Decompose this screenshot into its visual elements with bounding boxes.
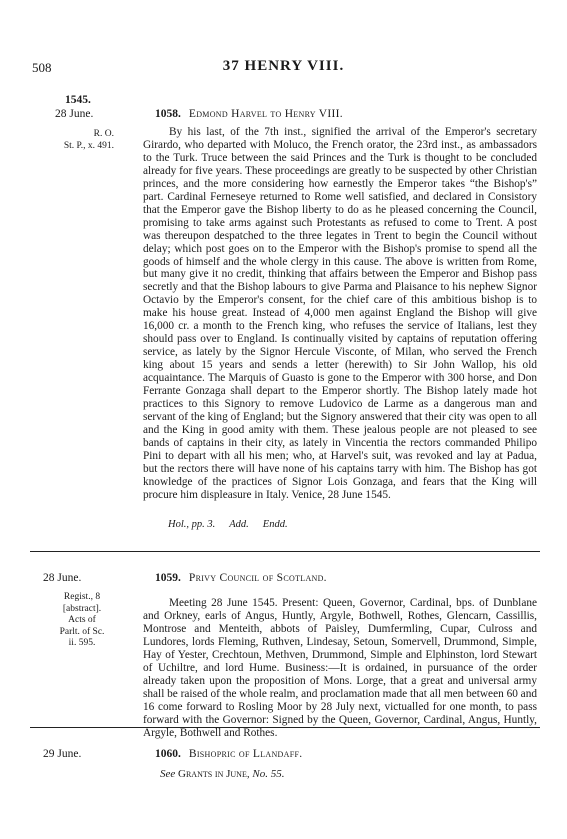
entry-title: Privy Council of Scotland.: [188, 572, 327, 584]
entry-endnote: [168, 519, 302, 530]
entry-date: 28 June.: [43, 572, 82, 584]
entry-date: 28 June.: [55, 108, 94, 120]
year-label: 1545.: [65, 94, 91, 106]
endnote-part: Add.: [229, 519, 249, 530]
entry-body: Meeting 28 June 1545. Present: Queen, Governor, Cardinal, bps. of Dunblane and Orkney, earls of Angus, Huntly, Argyle, Bothwell, Rothes, Glencarn, Cassillis, Montrose and Menteith, abbots of Paisley, Dumfermling, Cupar, Culross and Lundores, lords Fleming, Ruthven, Lindesay, Setoun, Somervell, Drummond, Simple, Hay of Yester, Crechtoun, Methven, Drummond, Simple and Elphinston, lord Stewart of Uchiltre, and lord Hume. Business:—It is ordained, in pursuance of the order already taken upon the proposition of Mons. Lorge, that a great and universal army shall be raised of the whole realm, and proclamation made that all men between 60 and 16 come forward to Rosling Moor by 28 July next, victualled for one month, to pass forward with the Governor: Signed by the Queen, Governor, Cardinal, Angus, Huntly, Argyle, Bothwell and Rothes.: [143, 597, 537, 739]
section-divider: [30, 727, 540, 728]
entry-number: 1058.: [155, 108, 181, 120]
page-number: 508: [32, 60, 52, 75]
reference-line: [abstract].: [62, 603, 102, 614]
entry-number: 1059.: [155, 572, 181, 584]
reference-line: Regist., 8: [63, 592, 101, 602]
see-prefix: See: [160, 768, 176, 780]
cross-reference: [160, 768, 284, 780]
reference-line: Acts of: [68, 615, 96, 625]
reference-line: St. P., x. 491.: [63, 141, 114, 151]
endnote-part: Hol., pp. 3.: [168, 519, 216, 530]
see-reference: Grants in June: [178, 768, 247, 780]
entry-title: Bishopric of Llandaff.: [188, 748, 303, 760]
entry-number: 1060.: [155, 748, 181, 760]
entry-title: Edmond Harvel to Henry VIII.: [188, 108, 343, 120]
source-reference: [47, 592, 117, 650]
reference-line: Parlt. of Sc.: [59, 626, 105, 637]
see-suffix: , No. 55.: [246, 768, 285, 780]
entry-heading: [155, 748, 302, 760]
running-head: 37 HENRY VIII.: [222, 58, 345, 74]
reference-line: ii. 595.: [68, 638, 96, 648]
source-reference: [56, 128, 114, 152]
section-divider: [30, 551, 540, 552]
entry-body: By his last, of the 7th inst., signified the arrival of the Emperor's secretary Girardo, who departed with Moluco, the French orator, the 23rd inst., as ambassadors to the Turk. Truce between the said Princes and the Turk is thought to be concluded already for five years. These proceedings are greatly to be suspected by other Christian princes, and the more considering how earnestly the Emperor takes “the Bishop's” part. Cardinal Ferneseye returned to Rome well satisfied, and declared in Consistory that the Emperor gave the Bishop liberty to do as he pleased concerning the Council, promising to take arms against such Protestants as refused to come to Trent. A post was thereupon despatched to the three legates in Trent to begin the Council without delay; which post goes on to the Emperor with the Bishop's promise to spend all the goods of himself and the whole clergy in this cause. The above is written from Rome, but many give it no credit, thinking that affairs between the Emperor and Bishop pass secretly and that the Bishop labours to give Parma and Plaisance to his nephew Signor Octavio by the Emperor's consent, for the chief care of this ambitious bishop is to make his house great. Instead of 4,000 men against England the Bishop will give 16,000 cr. a month to the French king, who refuses the service of Italians, lest they should pass over to England. Is continually visited by captains of reputation offering service, as lately by the Signor Hercule Visconte, of Milan, who served the French king about 15 years and sends a letter (herewith) to Sir John Wallop, his old acquaintance. The Marquis of Guasto is gone to the Emperor with 300 horse, and Don Ferrante Gonzaga shall depart to the Emperor shortly. The Bishop lately made hot practices to this Signory to remove Ludovico de Larme as a dangerous man and servant of the king of England; but the Signory answered that their city was open to all and the King in good amity with them. These jealous people are not pleased to see bands of captains in their city, as lately in Vincentia the rectors commanded Philipo Pini to depart with all his men; who, at Harvel's suit, was revoked and lay at Padua, but the rectors there will have none of his captains tarry with him. The Bishop has got knowledge of the practices of Signor Lois Gonzaga, and fears that the King will procure him displeasure in Italy. Venice, 28 June 1545.: [143, 126, 537, 501]
entry-date: 29 June.: [43, 748, 82, 760]
reference-line: R. O.: [93, 129, 114, 139]
endnote-part: Endd.: [262, 519, 288, 530]
entry-heading: [155, 572, 327, 584]
entry-heading: [155, 108, 343, 120]
